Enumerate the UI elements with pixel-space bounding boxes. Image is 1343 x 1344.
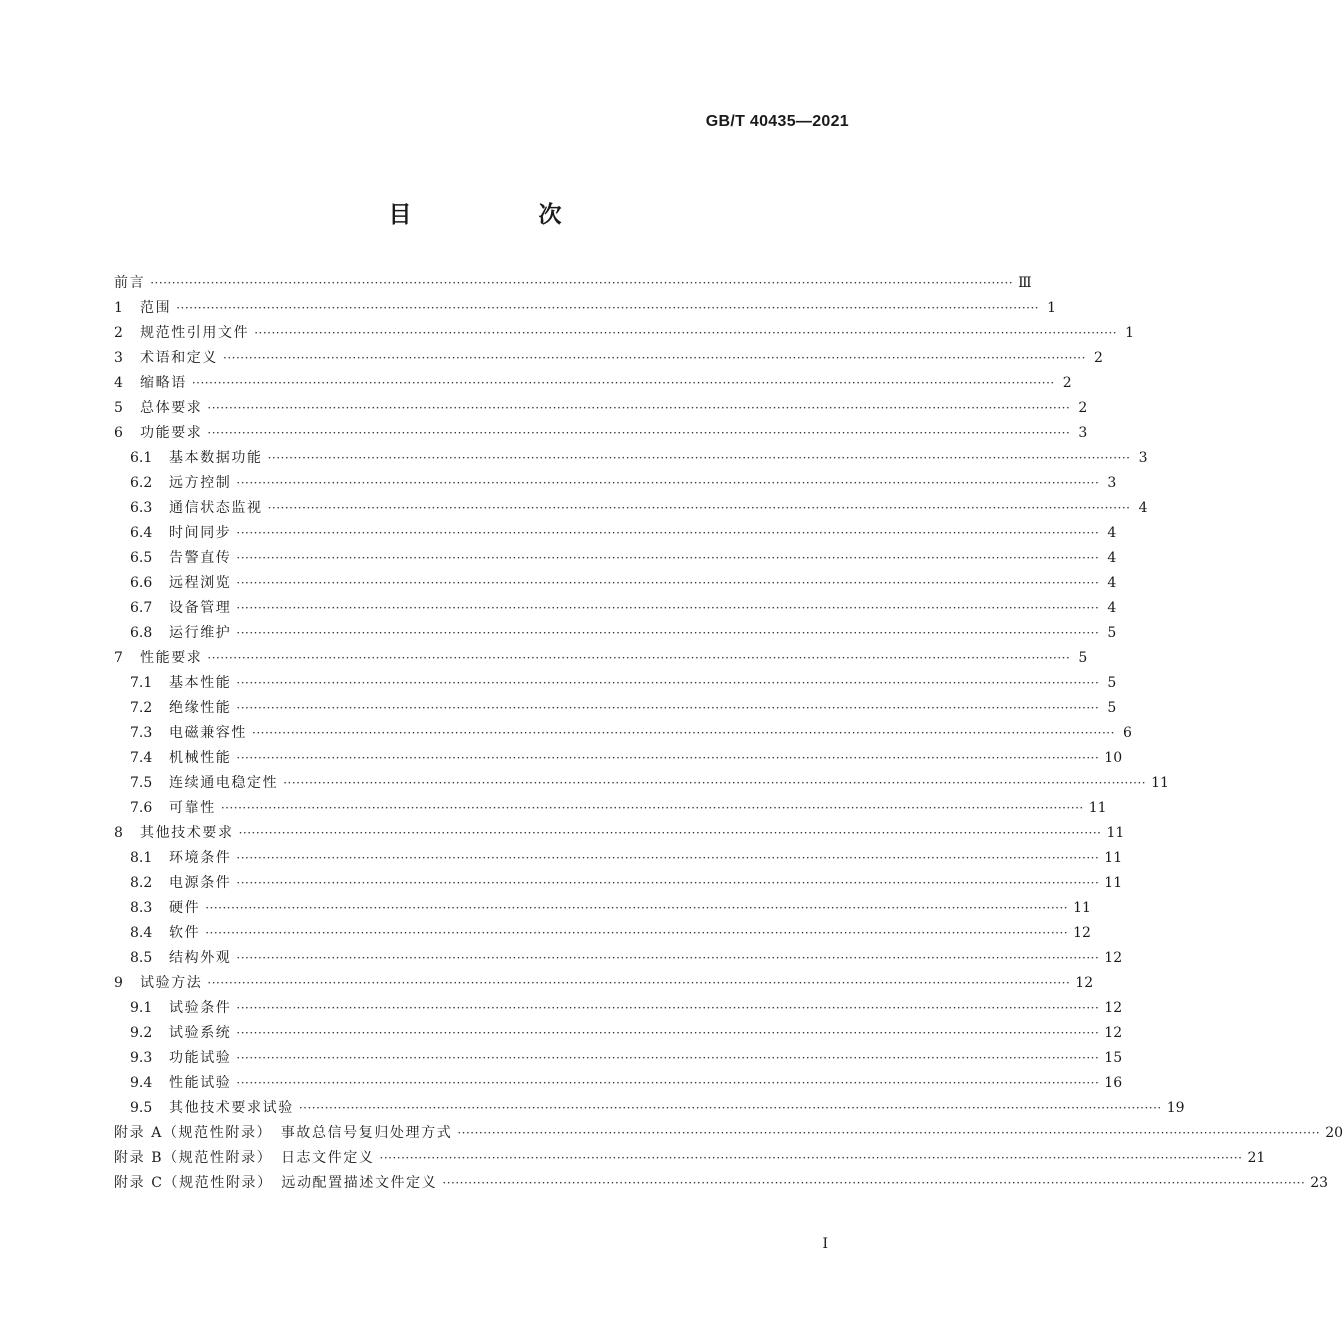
toc-leader-dots: ········································································································································································································ [236,626,1100,640]
toc-entry-number: 6 [114,425,123,441]
toc-leader-dots: ········································································································································································································ [236,951,1100,965]
toc-entry-label: 范围 [140,300,172,316]
toc-entry-page: 11 [1073,900,1091,916]
toc-entry-page: 2 [1062,375,1072,391]
toc-entry-label: 结构外观 [169,950,232,966]
toc-leader-dots: ········································································································································································································ [236,476,1100,490]
toc-entry-page: 12 [1104,1025,1123,1041]
toc-leader-dots: ········································································································································································································ [236,1076,1100,1090]
toc-leader-dots: ········································································································································································································ [252,726,1115,740]
toc-entry-label: 机械性能 [169,750,232,766]
toc-entry-page: 21 [1247,1150,1266,1166]
toc-entry-page: 4 [1107,525,1117,541]
toc-entry-label: 规范性引用文件 [140,325,250,341]
toc-leader-dots: ········································································································································································································ [236,1001,1100,1015]
toc-entry[interactable] [114,546,1117,571]
toc-entry-number: 8.3 [130,900,153,916]
toc-entry[interactable] [114,271,1032,296]
toc-entry-label: 可靠性 [169,800,216,816]
toc-leader-dots: ········································································································································································································ [298,1101,1162,1115]
toc-entry[interactable] [114,671,1117,696]
page-title: 目 次 [388,202,614,228]
toc-entry-page: 16 [1104,1075,1123,1091]
toc-entry[interactable] [114,921,1091,946]
toc-entry-number: 3 [114,350,123,366]
toc-entry-number: 7.3 [130,725,153,741]
toc-entry-number: 1 [114,300,123,316]
toc-leader-dots: ········································································································································································································ [267,451,1131,465]
footer-page-number: I [822,1236,828,1252]
toc-entry-label: 基本数据功能 [169,450,263,466]
toc-leader-dots: ········································································································································································································ [236,876,1100,890]
toc-entry-page: 11 [1088,800,1107,816]
toc-entry[interactable] [114,1046,1123,1071]
toc-leader-dots: ········································································································································································································ [191,376,1055,390]
toc-leader-dots: ········································································································································································································ [236,551,1100,565]
toc-entry-label: 附录 A（规范性附录） 事故总信号复归处理方式 [114,1125,453,1141]
toc-entry-number: 9 [114,975,123,991]
toc-entry-number: 8.4 [130,925,153,941]
toc-entry-number: 9.4 [130,1075,153,1091]
toc-leader-dots: ········································································································································································································ [236,601,1100,615]
toc-entry-label: 试验条件 [169,1000,232,1016]
toc-leader-dots: ········································································································································································································ [176,301,1040,315]
toc-entry-number: 4 [114,375,123,391]
toc-entry-page: 12 [1073,925,1091,941]
toc-entry-label: 运行维护 [169,625,232,641]
toc-entry-number: 7.4 [130,750,153,766]
toc-entry-number: 5 [114,400,123,416]
toc-leader-dots: ········································································································································································································ [379,1151,1243,1165]
toc-entry[interactable] [114,871,1123,896]
toc-entry[interactable] [114,571,1117,596]
toc-entry[interactable] [114,646,1088,671]
toc-leader-dots: ········································································································································································································ [207,401,1071,415]
toc-entry-number: 7 [114,650,123,666]
toc-entry-number: 9.5 [130,1100,153,1116]
toc-entry-number: 6.3 [130,500,153,516]
toc-leader-dots: ········································································································································································································ [238,826,1102,840]
toc-leader-dots: ········································································································································································································ [236,701,1100,715]
toc-entry[interactable] [114,421,1088,446]
toc-entry[interactable] [114,696,1117,721]
toc-leader-dots: ········································································································································································································ [205,926,1069,940]
toc-entry[interactable] [114,371,1072,396]
toc-entry[interactable] [114,1171,1329,1196]
toc-entry-page: 2 [1093,350,1103,366]
toc-entry-page: 5 [1078,650,1088,666]
toc-leader-dots: ········································································································································································································ [236,1051,1100,1065]
toc-entry[interactable] [114,1146,1266,1171]
toc-leader-dots: ········································································································································································································ [207,976,1071,990]
toc-entry-page: 11 [1151,775,1169,791]
toc-entry-label: 术语和定义 [140,350,218,366]
toc-entry-label: 告警直传 [169,550,232,566]
toc-entry-number: 7.1 [130,675,153,691]
toc-entry-page: 4 [1107,550,1117,566]
toc-entry-label: 基本性能 [169,675,232,691]
toc-entry-page: 3 [1078,425,1088,441]
toc-entry-number: 8 [114,825,123,841]
toc-entry[interactable] [114,796,1107,821]
toc-entry-page: 5 [1107,675,1117,691]
toc-entry-label: 远方控制 [169,475,232,491]
toc-entry[interactable] [114,621,1117,646]
toc-entry-page: 2 [1078,400,1088,416]
toc-entry-label: 总体要求 [140,400,203,416]
toc-leader-dots: ········································································································································································································ [205,901,1069,915]
toc-entry-label: 其他技术要求 [140,825,234,841]
toc-entry-label: 功能试验 [169,1050,232,1066]
table-of-contents [114,271,1343,1231]
toc-entry-number: 8.1 [130,850,153,866]
toc-leader-dots: ········································································································································································································ [236,676,1100,690]
toc-entry-page: 4 [1107,575,1117,591]
toc-entry[interactable] [114,721,1132,746]
toc-entry-page: 11 [1106,825,1125,841]
toc-entry-page: 23 [1310,1175,1329,1191]
toc-entry[interactable] [114,346,1103,371]
toc-entry-number: 6.2 [130,475,153,491]
toc-leader-dots: ········································································································································································································ [236,851,1100,865]
toc-entry-page: 12 [1104,1000,1123,1016]
toc-entry-number: 6.4 [130,525,153,541]
toc-entry-label: 通信状态监视 [169,500,263,516]
toc-entry-page: 15 [1104,1050,1123,1066]
toc-entry-number: 9.3 [130,1050,153,1066]
toc-entry-number: 6.7 [130,600,153,616]
toc-entry-label: 试验方法 [140,975,203,991]
toc-entry-number: 8.5 [130,950,153,966]
toc-entry-page: 12 [1075,975,1094,991]
toc-entry-page: 11 [1104,875,1123,891]
toc-entry-page: 1 [1125,325,1135,341]
standard-code: GB/T 40435—2021 [705,113,849,130]
toc-entry-number: 7.5 [130,775,153,791]
toc-entry-page: 4 [1138,500,1148,516]
toc-entry-label: 绝缘性能 [169,700,232,716]
toc-entry-page: 3 [1138,450,1148,466]
toc-entry[interactable] [114,971,1094,996]
toc-entry[interactable] [114,996,1123,1021]
toc-entry-page: 20 [1325,1125,1343,1141]
toc-entry-number: 6.8 [130,625,153,641]
toc-entry-label: 电磁兼容性 [169,725,247,741]
toc-entry[interactable] [114,446,1148,471]
toc-entry-label: 软件 [169,925,201,941]
toc-entry[interactable] [114,821,1125,846]
toc-entry-label: 附录 B（规范性附录） 日志文件定义 [114,1150,375,1166]
toc-entry-page: Ⅲ [1018,275,1032,291]
toc-leader-dots: ········································································································································································································ [442,1176,1306,1190]
toc-entry[interactable] [114,1121,1343,1146]
toc-entry-label: 性能试验 [169,1075,232,1091]
toc-leader-dots: ········································································································································································································ [207,651,1071,665]
toc-entry-label: 连续通电稳定性 [169,775,279,791]
toc-leader-dots: ········································································································································································································ [236,576,1100,590]
toc-entry[interactable] [114,1071,1123,1096]
toc-entry-label: 试验系统 [169,1025,232,1041]
toc-entry[interactable] [114,946,1123,971]
toc-entry-label: 性能要求 [140,650,203,666]
toc-entry-page: 1 [1047,300,1057,316]
toc-entry[interactable] [114,321,1135,346]
toc-entry-label: 功能要求 [140,425,203,441]
toc-leader-dots: ········································································································································································································ [150,276,1014,290]
toc-entry-label: 缩略语 [140,375,187,391]
toc-entry-page: 5 [1107,625,1117,641]
toc-entry-label: 其他技术要求试验 [169,1100,294,1116]
toc-entry-number: 7.2 [130,700,153,716]
toc-entry-number: 7.6 [130,800,153,816]
toc-entry[interactable] [114,596,1117,621]
toc-leader-dots: ········································································································································································································ [267,501,1131,515]
toc-entry-page: 4 [1107,600,1117,616]
toc-entry[interactable] [114,296,1057,321]
toc-entry[interactable] [114,771,1169,796]
toc-leader-dots: ········································································································································································································ [283,776,1147,790]
toc-entry-number: 9.1 [130,1000,153,1016]
toc-entry-page: 3 [1107,475,1117,491]
toc-entry-label: 电源条件 [169,875,232,891]
toc-entry-page: 5 [1107,700,1117,716]
toc-entry[interactable] [114,746,1123,771]
toc-entry[interactable] [114,496,1148,521]
toc-leader-dots: ········································································································································································································ [254,326,1118,340]
toc-entry-label: 硬件 [169,900,201,916]
toc-entry-label: 环境条件 [169,850,232,866]
toc-entry-page: 10 [1104,750,1123,766]
toc-entry-page: 6 [1122,725,1132,741]
toc-entry-number: 2 [114,325,123,341]
toc-entry[interactable] [114,846,1123,871]
toc-entry-label: 附录 C（规范性附录） 远动配置描述文件定义 [114,1175,438,1191]
toc-entry-number: 6.5 [130,550,153,566]
toc-entry[interactable] [114,396,1088,421]
toc-leader-dots: ········································································································································································································ [236,1026,1100,1040]
toc-entry-number: 9.2 [130,1025,153,1041]
toc-leader-dots: ········································································································································································································ [236,526,1100,540]
toc-entry-page: 11 [1104,850,1123,866]
toc-entry-label: 设备管理 [169,600,232,616]
toc-entry-number: 6.6 [130,575,153,591]
toc-entry-label: 时间同步 [169,525,232,541]
toc-leader-dots: ········································································································································································································ [236,751,1100,765]
toc-leader-dots: ········································································································································································································ [220,801,1084,815]
toc-leader-dots: ········································································································································································································ [207,426,1071,440]
toc-entry-page: 19 [1166,1100,1185,1116]
toc-leader-dots: ········································································································································································································ [223,351,1086,365]
toc-entry-number: 6.1 [130,450,153,466]
toc-entry[interactable] [114,1021,1123,1046]
toc-entry[interactable] [114,471,1117,496]
toc-entry-label: 远程浏览 [169,575,232,591]
toc-entry-label: 前言 [114,275,146,291]
toc-entry[interactable] [114,896,1091,921]
toc-entry-number: 8.2 [130,875,153,891]
toc-leader-dots: ········································································································································································································ [457,1126,1321,1140]
toc-entry-page: 12 [1104,950,1123,966]
toc-entry[interactable] [114,1096,1185,1121]
toc-entry[interactable] [114,521,1117,546]
